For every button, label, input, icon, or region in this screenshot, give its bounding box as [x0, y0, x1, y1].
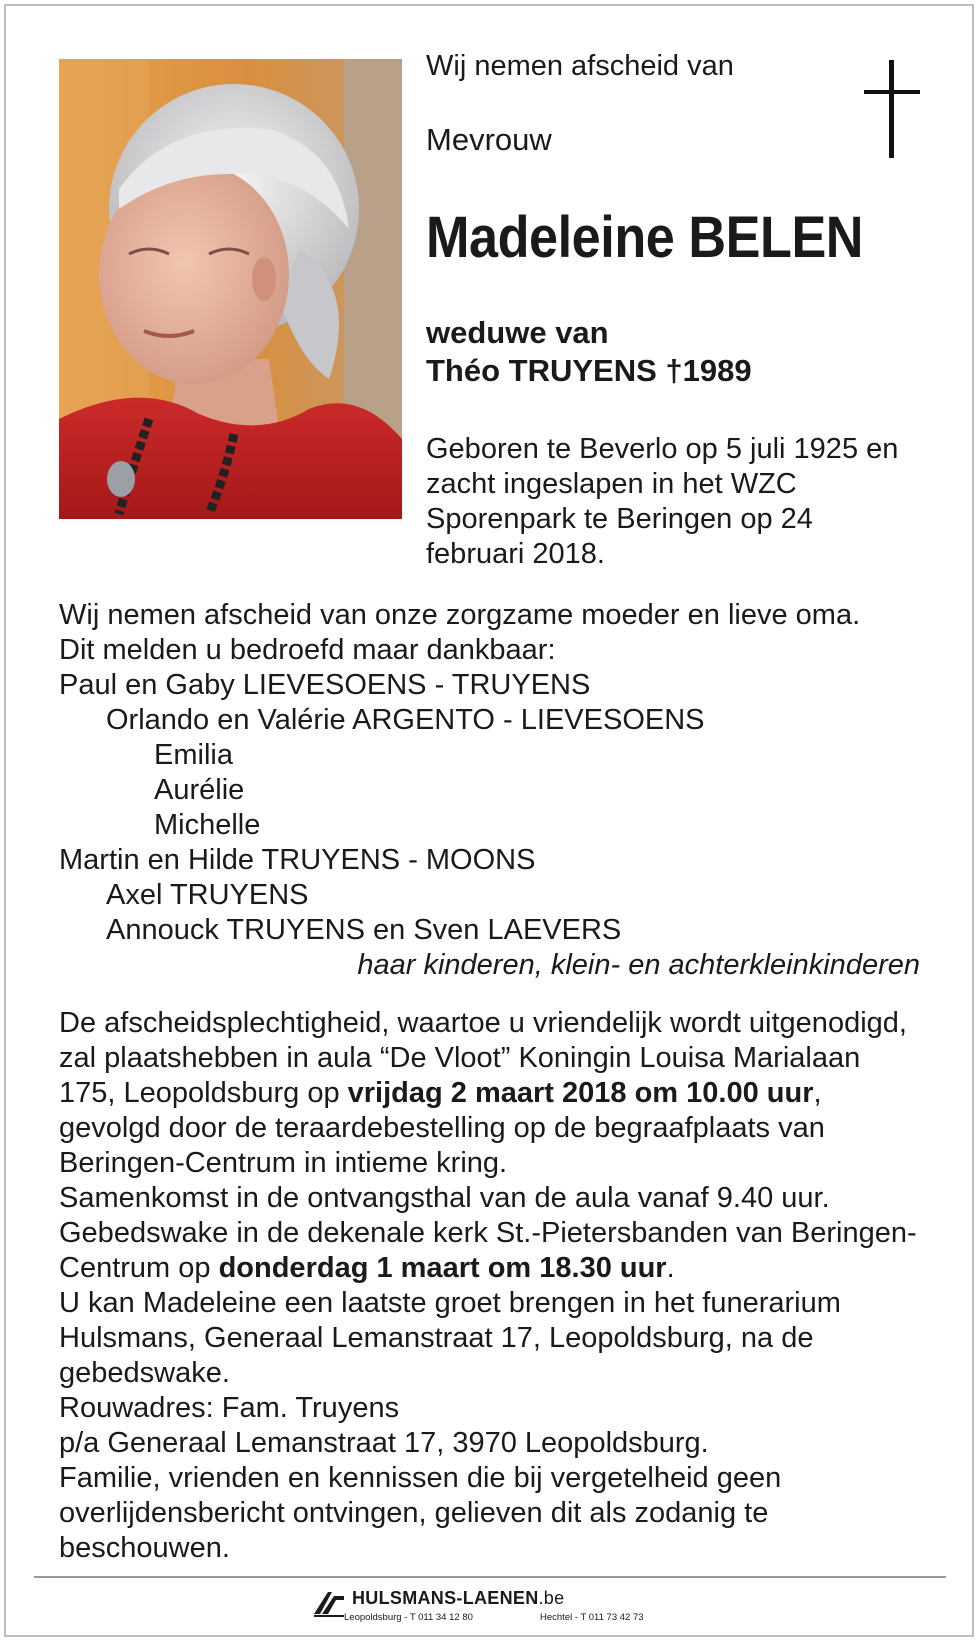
farewell-paragraph: U kan Madeleine een laatste groet brengen in het funerarium Hulsmans, Generaal Lemanstraat 17, Leopoldsburg, na de gebedswake.	[59, 1287, 841, 1389]
mourning-address-label: Rouwadres: Fam. Truyens	[59, 1392, 400, 1424]
ceremony-text: De afscheidsplechtigheid, waartoe u vriendelijk wordt uitgenodigd, zal plaatshebben in aula “De Vloot” Koningin Louisa Marialaan 175, Leopoldsburg op	[59, 1007, 907, 1109]
deceased-name: Madeleine BELEN	[426, 205, 864, 270]
notice-paragraph: Familie, vrienden en kennissen die bij vergetelheid geen overlijdensbericht ontvingen, gelieven dit als zodanig te beschouwen.	[59, 1462, 782, 1564]
intro-line: Wij nemen afscheid van	[426, 50, 734, 82]
family-announce: Dit melden u bedroefd maar dankbaar:	[59, 634, 556, 666]
logo-name-text: HULSMANS-LAENEN	[352, 1588, 539, 1608]
contact-hechtel: Hechtel - T 011 73 42 73	[540, 1612, 644, 1623]
vigil-text-end: .	[666, 1252, 675, 1284]
family-member: Emilia	[154, 739, 233, 771]
family-member: Axel TRUYENS	[106, 879, 309, 911]
family-member: Martin en Hilde TRUYENS - MOONS	[59, 844, 536, 876]
hulsmans-logo-icon	[312, 1588, 346, 1618]
cross-icon	[864, 60, 920, 165]
mourning-address: p/a Generaal Lemanstraat 17, 3970 Leopoldsburg.	[59, 1427, 709, 1459]
funeral-home-name	[352, 1588, 564, 1609]
ceremony-text-end: , gevolgd door de teraardebestelling op de begraafplaats van Beringen-Centrum in intieme kring.	[59, 1077, 825, 1179]
birth-death-text: Geboren te Beverlo op 5 juli 1925 en zacht ingeslapen in het WZC Sporenpark te Beringen op 24 februari 2018.	[426, 433, 899, 570]
funeral-section	[59, 1006, 924, 1566]
portrait-photo	[59, 59, 402, 519]
widow-block	[426, 314, 752, 390]
logo-tld: .be	[538, 1588, 565, 1608]
vigil-paragraph	[59, 1216, 924, 1286]
family-member: Michelle	[154, 809, 261, 841]
family-member: Aurélie	[154, 774, 245, 806]
widow-label: weduwe van	[426, 315, 609, 350]
honorific: Mevrouw	[426, 122, 552, 157]
spouse-name: Théo TRUYENS †1989	[426, 353, 752, 388]
gathering-paragraph: Samenkomst in de ontvangsthal van de aula vanaf 9.40 uur.	[59, 1182, 830, 1214]
ceremony-paragraph	[59, 1006, 924, 1181]
family-member: Annouck TRUYENS en Sven LAEVERS	[106, 914, 622, 946]
family-member: Paul en Gaby LIEVESOENS - TRUYENS	[59, 669, 591, 701]
footer-divider	[34, 1576, 946, 1578]
ceremony-date: vrijdag 2 maart 2018 om 10.00 uur	[347, 1077, 814, 1109]
family-intro: Wij nemen afscheid van onze zorgzame moeder en lieve oma.	[59, 599, 861, 631]
family-member: Orlando en Valérie ARGENTO - LIEVESOENS	[106, 704, 705, 736]
contact-leopoldsburg: Leopoldsburg - T 011 34 12 80	[344, 1612, 473, 1623]
vigil-text: Gebedswake in de dekenale kerk St.-Pietersbanden van Beringen-Centrum op	[59, 1217, 917, 1284]
vigil-date: donderdag 1 maart om 18.30 uur	[218, 1252, 667, 1284]
family-section	[59, 598, 924, 983]
family-signature: haar kinderen, klein- en achterkleinkinderen	[357, 949, 920, 981]
